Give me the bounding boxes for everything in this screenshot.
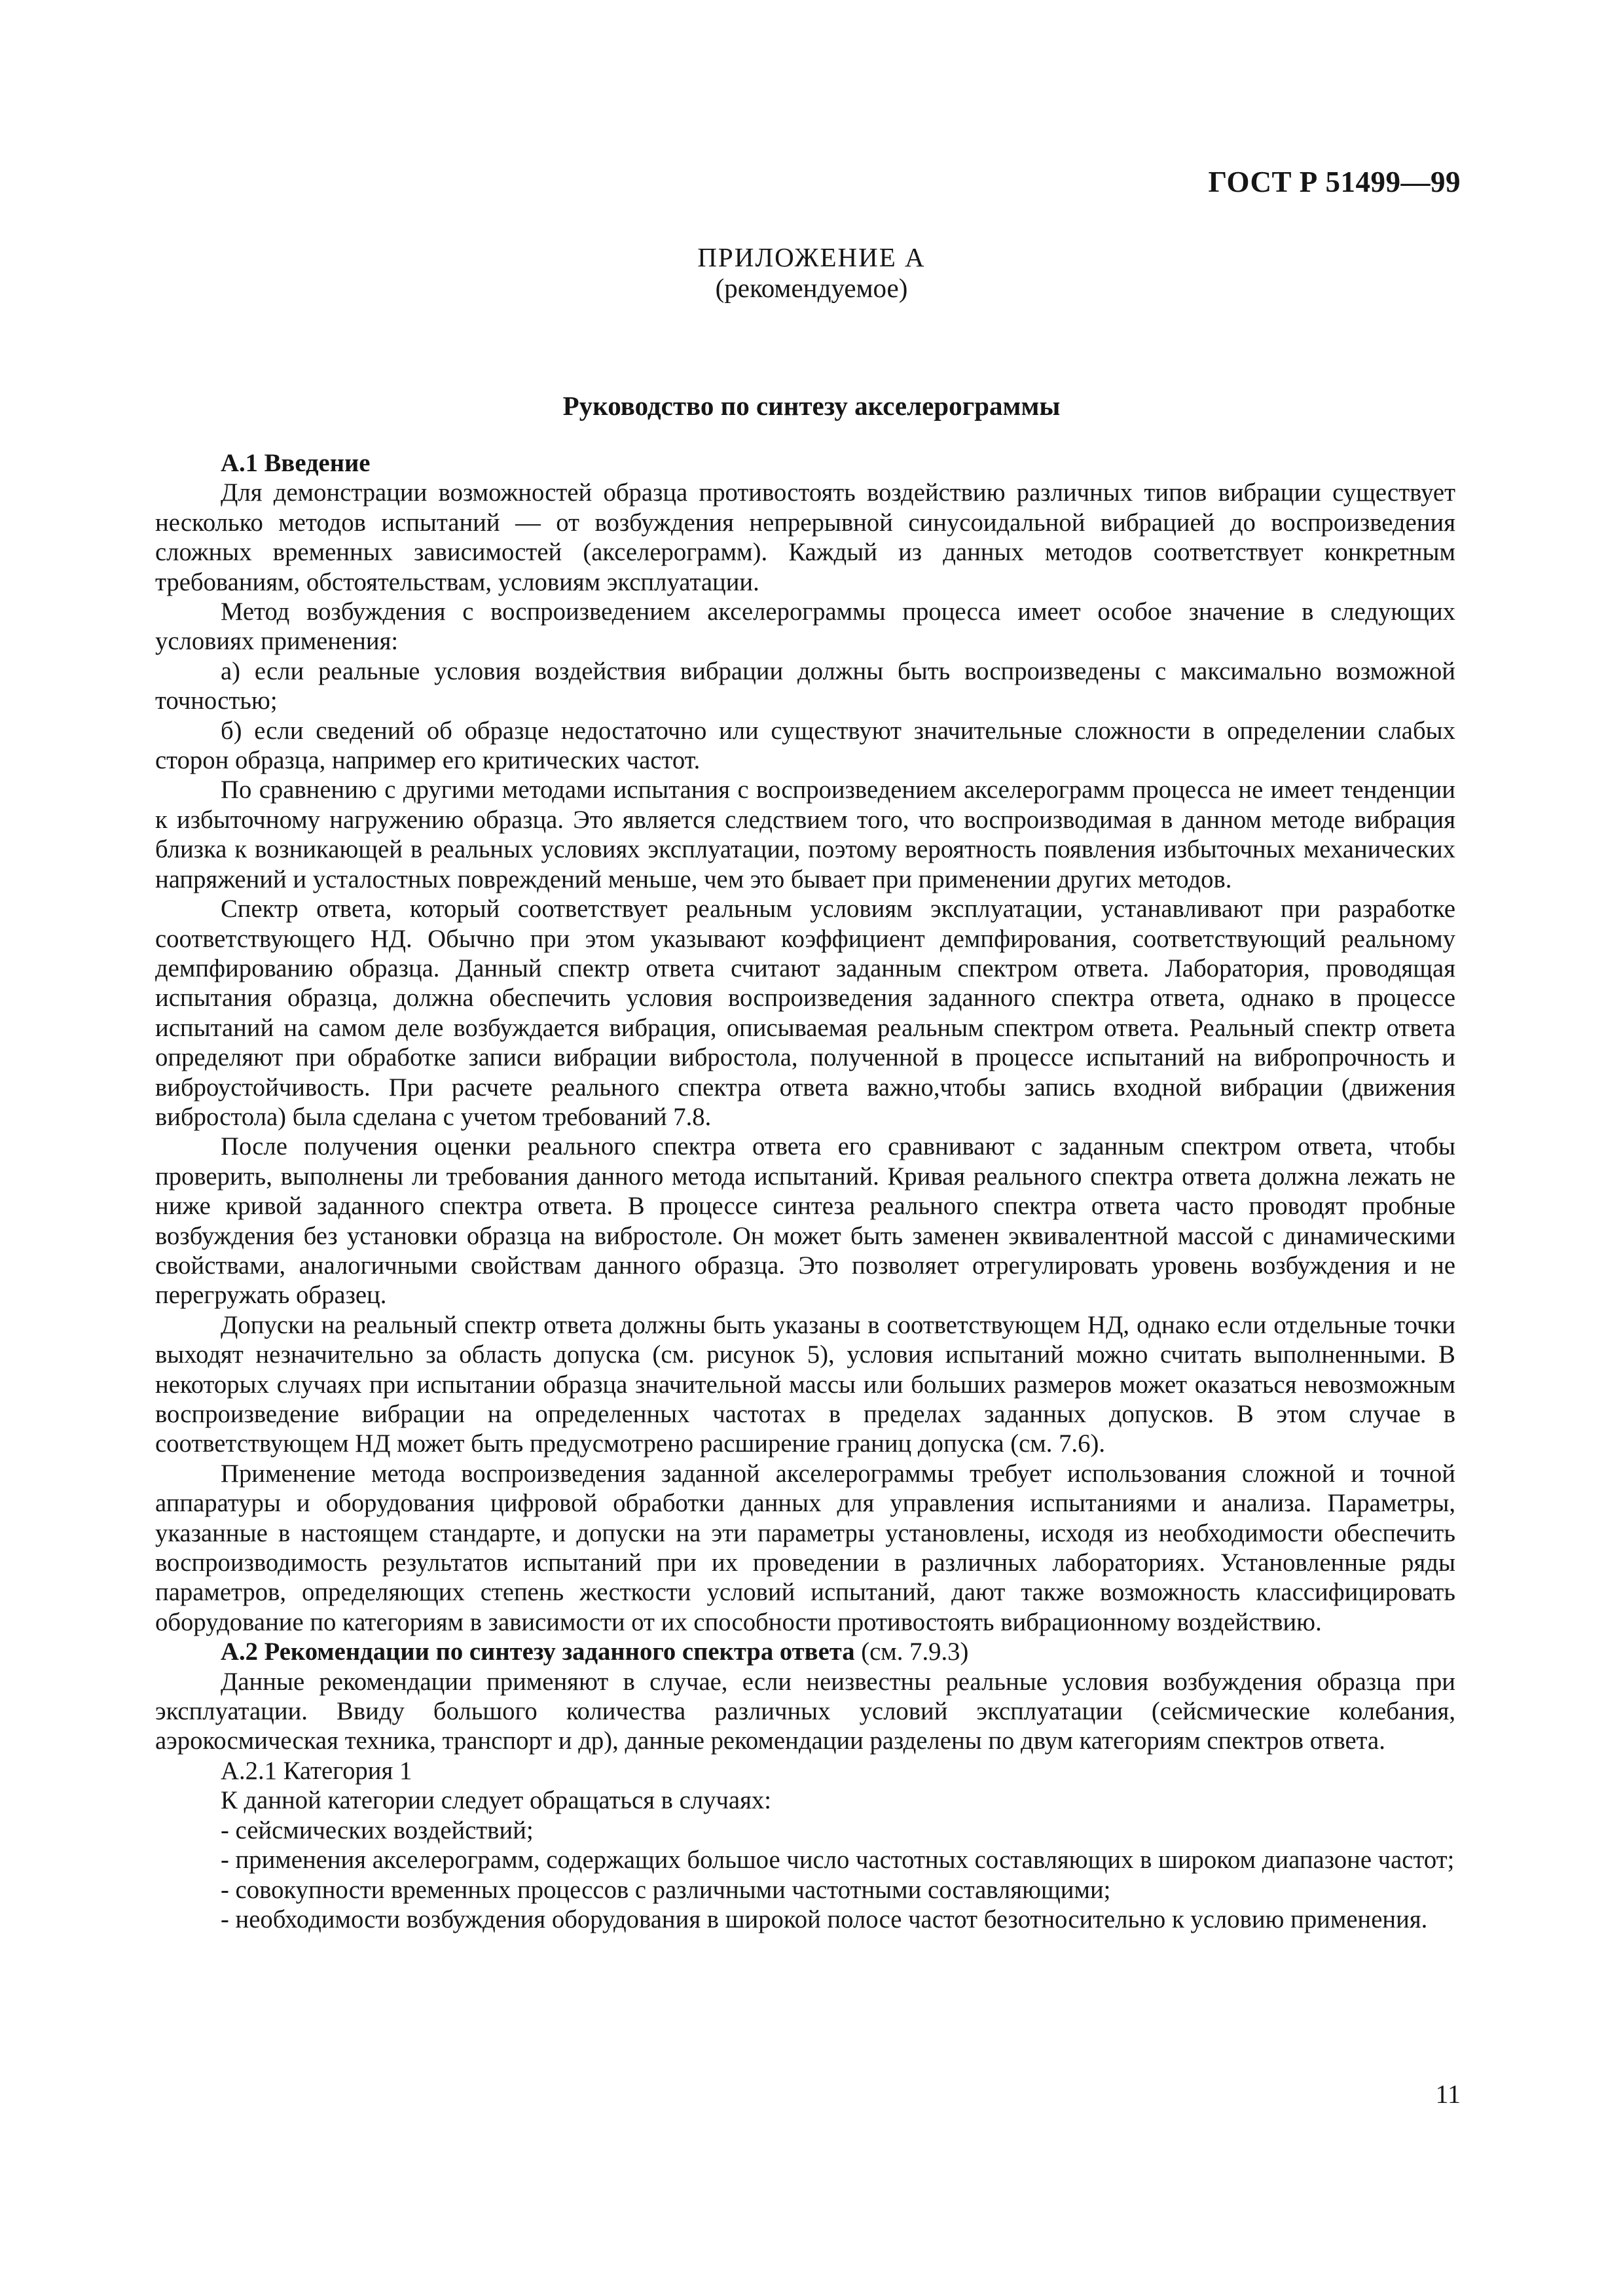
appendix-subtitle: (рекомендуемое)	[715, 273, 908, 303]
section-heading-a1: А.1 Введение	[221, 450, 371, 477]
list-item: - совокупности временных процессов с различными частотными составляющими;	[221, 1876, 1111, 1904]
list-item: - необходимости возбуждения оборудования в широкой полосе частот безотносительно к условию применения.	[221, 1905, 1428, 1933]
paragraph: Допуски на реальный спектр ответа должны быть указаны в соответствующем НД, однако если отдельные точки выходят незначительно за область допуска (см. рисунок 5), условия испытаний можно считать выполненными. В некоторых случаях при испытании образца значительной массы или больших размеров может оказаться невозможным воспроизведение вибрации на определенных частотах в пределах заданных допусков. В этом случае в соответствующем НД может быть предусмотрено расширение границ допуска (см. 7.6).	[155, 1311, 1455, 1458]
appendix-title: ПРИЛОЖЕНИЕ А	[697, 242, 926, 272]
list-item: - применения акселерограмм, содержащих большое число частотных составляющих в широком диапазоне частот;	[221, 1846, 1455, 1874]
paragraph: После получения оценки реального спектра ответа его сравнивают с заданным спектром ответа, чтобы проверить, выполнены ли требования данного метода испытаний. Кривая реального спектра ответа должна лежать не ниже кривой заданного спектра ответа. В процессе синтеза реального спектра ответа часто проводят пробные возбуждения без установки образца на вибростоле. Он может быть заменен эквивалентной массой с динамическими свойствами, аналогичными свойствам данного образца. Это позволяет отрегулировать уровень возбуждения и не перегружать образец.	[155, 1133, 1455, 1310]
list-item: б) если сведений об образце недостаточно или существуют значительные сложности в определении слабых сторон образца, например его критических частот.	[155, 717, 1455, 775]
page-number: 11	[1435, 2079, 1461, 2109]
document-id: ГОСТ Р 51499—99	[1208, 166, 1461, 198]
section-heading-a2-ref: (см. 7.9.3)	[854, 1638, 969, 1666]
paragraph: Применение метода воспроизведения заданной акселерограммы требует использования сложной и точной аппаратуры и оборудования цифровой обработки данных для управления испытаниями и анализа. Параметры, указанные в настоящем стандарте, и допуски на эти параметры установлены, исходя из необходимости обеспечить воспроизводимость результатов испытаний при их проведении в различных лабораториях. Установленные ряды параметров, определяющих степень жесткости условий испытаний, дают также возможность классифицировать оборудование по категориям в зависимости от их способности противостоять вибрационному воздействию.	[155, 1460, 1455, 1636]
section-heading-a2	[155, 1638, 1455, 1667]
appendix-heading	[0, 242, 1623, 304]
paragraph: Спектр ответа, который соответствует реальным условиям эксплуатации, устанавливают при разработке соответствующего НД. Обычно при этом указывают коэффициент демпфирования, соответствующий реальному демпфированию образца. Данный спектр ответа считают заданным спектром ответа. Лаборатория, проводящая испытания образца, должна обеспечить условия воспроизведения заданного спектра ответа, однако в процессе испытаний на самом деле возбуждается вибрация, описываемая реальным спектром ответа. Реальный спектр ответа определяют при обработке записи вибрации вибростола, полученной в процессе испытаний на вибропрочность и виброустойчивость. При расчете реального спектра ответа важно,чтобы запись входной вибрации (движения вибростола) была сделана с учетом требований 7.8.	[155, 895, 1455, 1131]
paragraph: Данные рекомендации применяют в случае, если неизвестны реальные условия возбуждения образца при эксплуатации. Ввиду большого количества различных условий эксплуатации (сейсмические колебания, аэрокосмическая техника, транспорт и др), данные рекомендации разделены по двум категориям спектров ответа.	[155, 1668, 1455, 1755]
paragraph: По сравнению с другими методами испытания с воспроизведением акселерограмм процесса не имеет тенденции к избыточному нагружению образца. Это является следствием того, что воспроизводимая в данном методе вибрация близка к возникающей в реальных условиях эксплуатации, поэтому вероятность появления избыточных механических напряжений и усталостных повреждений меньше, чем это бывает при применении других методов.	[155, 776, 1455, 893]
paragraph: Метод возбуждения с воспроизведением акселерограммы процесса имеет особое значение в следующих условиях применения:	[155, 598, 1455, 656]
list-item: - сейсмических воздействий;	[221, 1816, 534, 1844]
paragraph: К данной категории следует обращаться в случаях:	[221, 1787, 771, 1815]
section-heading-a2-title: А.2 Рекомендации по синтезу заданного спектра ответа	[221, 1638, 855, 1666]
document-title: Руководство по синтезу акселерограммы	[562, 391, 1061, 421]
list-item: а) если реальные условия воздействия вибрации должны быть воспроизведены с максимально возможной точностью;	[155, 657, 1455, 715]
body-text	[155, 449, 1455, 1935]
subsection-heading: А.2.1 Категория 1	[221, 1757, 412, 1785]
paragraph: Для демонстрации возможностей образца противостоять воздействию различных типов вибрации существует несколько методов испытаний — от возбуждения непрерывной синусоидальной вибрацией до воспроизведения сложных временных зависимостей (акселерограмм). Каждый из данных методов соответствует конкретным требованиям, обстоятельствам, условиям эксплуатации.	[155, 479, 1455, 596]
